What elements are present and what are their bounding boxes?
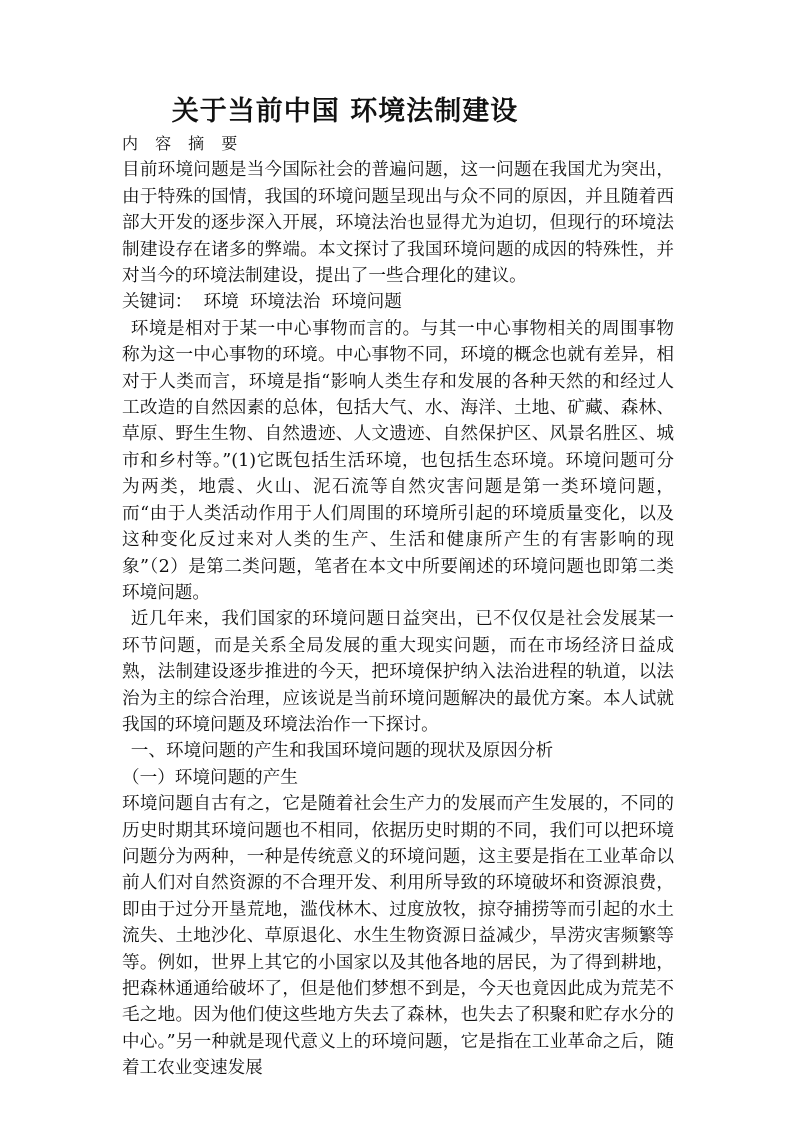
body-paragraph-2: 近几年来，我们国家的环境问题日益突出，已不仅仅是社会发展某一环节问题，而是关系全局发展的重大现实问题，而在市场经济日益成熟，法制建设逐步推进的今天，把环境保护纳入法治进程的轨道，以法治为主的综合治理，应该说是当前环境问题解决的最优方案。本人试就我国的环境问题及环境法治作一下探讨。 [122, 609, 674, 735]
body-paragraph-1: 环境是相对于某一中心事物而言的。与其一中心事物相关的周围事物称为这一中心事物的环境。中心事物不同，环境的概念也就有差异，相对于人类而言，环境是指“影响人类生存和发展的各种天然的和经过人工改造的自然因素的总体，包括大气、水、海洋、土地、矿藏、森林、草原、野生生物、自然遗迹、人文遗迹、自然保护区、风景名胜区、城市和乡村等。”(1)它既包括生活环境，也包括生态环境。环境问题可分为两类，地震、火山、泥石流等自然灾害问题是第一类环境问题，而“由于人类活动作用于人们周围的环境所引起的环境质量变化，以及这种变化反过来对人类的生产、生活和健康所产生的有害影响的现象”（2）是第二类问题，笔者在本文中所要阐述的环境问题也即第二类环境问题。 [122, 318, 674, 603]
body-paragraph-3: 环境问题自古有之，它是随着社会生产力的发展而产生发展的，不同的历史时期其环境问题也不相同，依据历史时期的不同，我们可以把环境问题分为两种，一种是传统意义的环境问题，这主要是指在工业革命以前人们对自然资源的不合理开发、利用所导致的环境破坏和资源浪费，即由于过分开垦荒地，滥伐林木、过度放牧，掠夺捕捞等而引起的水土流失、土地沙化、草原退化、水生生物资源日益减少，旱涝灾害频繁等等。例如，世界上其它的小国家以及其他各地的居民，为了得到耕地，把森林通通给破坏了，但是他们梦想不到是，今天也竟因此成为荒芜不毛之地。因为他们使这些地方失去了森林，也失去了积聚和贮存水分的中心。”另一种就是现代意义上的环境问题，它是指在工业革命之后，随着工农业变速发展 [122, 794, 674, 1079]
section-heading-1: 一、环境问题的产生和我国环境问题的现状及原因分析 [130, 741, 554, 762]
subsection-heading-1: （一）环境问题的产生 [122, 767, 298, 788]
document-title: 关于当前中国 环境法制建设 [171, 96, 519, 127]
abstract-paragraph: 目前环境问题是当今国际社会的普遍问题，这一问题在我国尤为突出，由于特殊的国情，我国的环境问题呈现出与众不同的原因，并且随着西部大开发的逐步深入开展，环境法治也显得尤为迫切，但现行的环境法制建设存在诸多的弊端。本文探讨了我国环境问题的成因的特殊性，并对当今的环境法制建设，提出了一些合理化的建议。 [122, 160, 674, 287]
keywords-line: 关键词： 环境 环境法治 环境问题 [122, 292, 402, 313]
abstract-heading: 内 容 摘 要 [122, 134, 244, 153]
document-body [122, 131, 674, 1082]
